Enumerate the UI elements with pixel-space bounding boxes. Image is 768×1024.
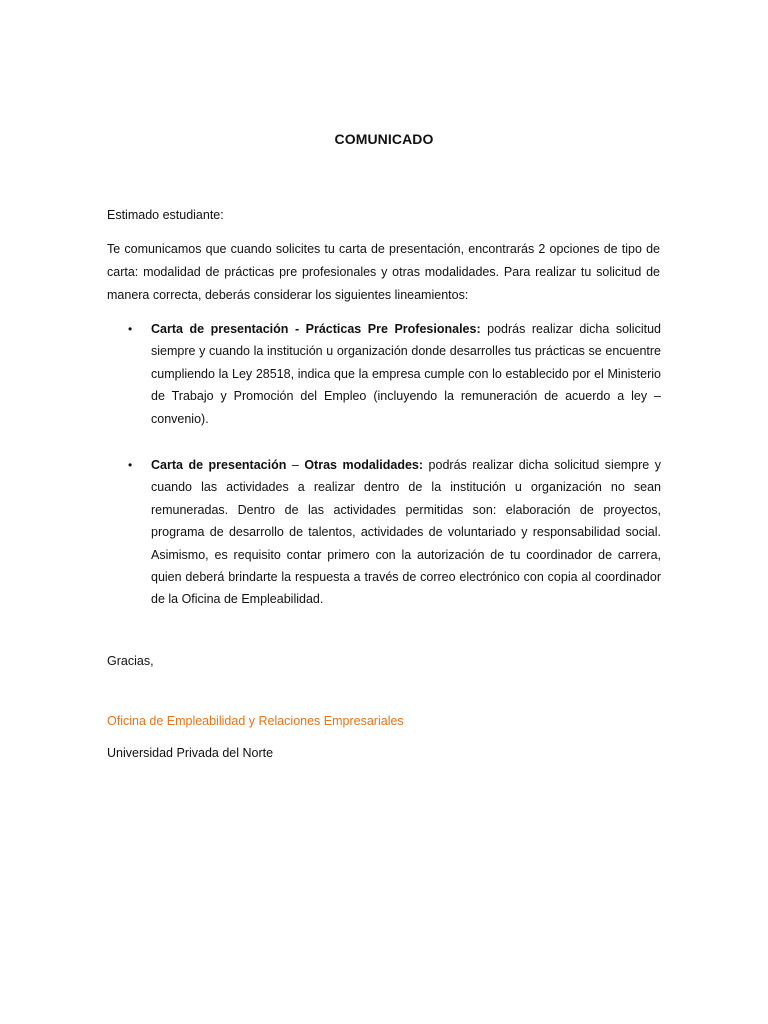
signature-office: Oficina de Empleabilidad y Relaciones Empresariales bbox=[107, 714, 404, 728]
document-title: COMUNICADO bbox=[334, 131, 434, 147]
signature-university: Universidad Privada del Norte bbox=[107, 746, 274, 760]
bullet-heading-part2: Otras modalidades: bbox=[304, 458, 424, 472]
intro-paragraph: Te comunicamos que cuando solicites tu carta de presentación, encontrarás 2 opciones de tipo de carta: modalidad de prácticas pre profesionales y otras modalidades. Para realizar tu solicitud de manera correcta, deberás considerar los siguientes lineamientos: bbox=[107, 242, 660, 302]
bullet-body: podrás realizar dicha solicitud siempre y cuando la institución u organización donde desarrolles tus prácticas se encuentre cumpliendo la Ley 28518, indica que la empresa cumple con lo establecido por el Ministerio de Trabajo y Promoción del Empleo (incluyendo la remuneración de acuerdo a ley – convenio). bbox=[151, 322, 661, 426]
bullet-body: podrás realizar dicha solicitud siempre y cuando las actividades a realizar dentro de la institución u organización no sean remuneradas. Dentro de las actividades permitidas son: elaboración de proyectos, programa de desarrollo de talentos, actividades de voluntariado y responsabilidad social. Asimismo, es requisito contar primero con la autorización de tu coordinador de carrera, quien deberá brindarte la respuesta a través de correo electrónico con copia al coordinador de la Oficina de Empleabilidad. bbox=[151, 458, 662, 607]
bullet-marker: • bbox=[128, 322, 133, 336]
bullet-marker: • bbox=[128, 458, 133, 472]
closing: Gracias, bbox=[107, 654, 154, 668]
bullet-heading-separator: – bbox=[286, 458, 305, 472]
bullet-heading-part1: Carta de presentación bbox=[151, 458, 287, 472]
bullet-paragraph-practicas bbox=[151, 318, 661, 430]
greeting: Estimado estudiante: bbox=[107, 208, 224, 222]
bullet-paragraph-otras bbox=[151, 454, 661, 611]
bullet-heading: Carta de presentación - Prácticas Pre Profesionales: bbox=[151, 322, 481, 336]
